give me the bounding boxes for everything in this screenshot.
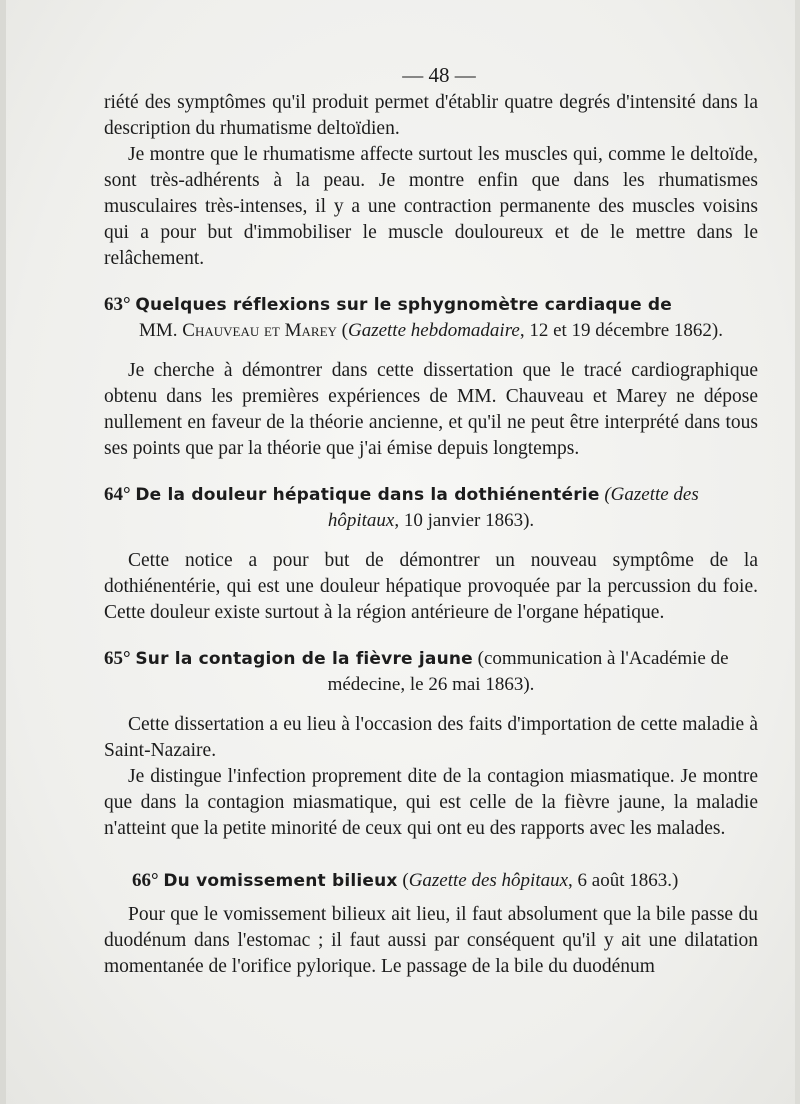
citation-part-b: médecine, le 26 mai 1863). <box>327 674 535 695</box>
page-content <box>104 62 758 980</box>
page-number: — 48 — <box>402 63 476 87</box>
intro-paragraph-1: riété des symptômes qu'il produit permet d'établir quatre degrés d'intensité dans la description du rhumatisme deltoïdien. <box>104 92 758 139</box>
entry-authors: MM. Chauveau et Marey <box>139 320 337 341</box>
entry-number: 64° <box>104 484 131 505</box>
entry-title: Quelques réflexions sur le sphygnomètre cardiaque de <box>135 295 673 315</box>
entry-title: Sur la contagion de la fièvre jaune <box>135 649 473 669</box>
entry-number: 63° <box>104 294 131 315</box>
journal-name-part-a: (Gazette des <box>604 484 699 505</box>
entry-65-body-1: Cette dissertation a eu lieu à l'occasion des faits d'importation de cette maladie à Saint-Nazaire. <box>104 714 758 761</box>
entry-title: De la douleur hépatique dans la dothiénentérie <box>135 485 600 505</box>
entry-65-body-2: Je distingue l'infection proprement dite de la contagion miasmatique. Je montre que dans la contagion miasmatique, qui est celle de la fièvre jaune, la maladie n'atteint que la petite minorité de ceux qui ont eu des rapports avec les malades. <box>104 766 758 839</box>
citation-date: , 10 janvier 1863). <box>394 510 535 531</box>
page-edge-right <box>795 0 800 1104</box>
citation-part-a: (communication à l'Académie de <box>477 648 729 669</box>
entry-number: 65° <box>104 648 131 669</box>
page-edge-left <box>0 0 6 1104</box>
intro-paragraph-2: Je montre que le rhumatisme affecte surtout les muscles qui, comme le deltoïde, sont très-adhérents à la peau. Je montre enfin que dans les rhumatismes musculaires très-intenses, il y a une contraction permanente des muscles voisins qui a pour but d'immobiliser le muscle douloureux et de le mettre dans le relâchement. <box>104 144 758 269</box>
journal-name-part-b: hôpitaux <box>327 510 395 531</box>
journal-name: Gazette hebdomadaire <box>347 320 520 341</box>
entry-63-heading <box>104 292 758 344</box>
entry-65-heading <box>104 646 758 698</box>
citation-date: , 6 août 1863.) <box>568 870 679 891</box>
entry-64-body: Cette notice a pour but de démontrer un nouveau symptôme de la dothiénentérie, qui est une douleur hépatique provoquée par la percussion du foie. Cette douleur existe surtout à la région antérieure de l'organe hépatique. <box>104 550 758 623</box>
entry-64-heading <box>104 482 758 534</box>
entry-66-heading: 66° Du vomissement bilieux (Gazette des hôpitaux, 6 août 1863.) <box>132 870 679 891</box>
journal-name: Gazette des hôpitaux <box>408 870 569 891</box>
entry-citation: MM. Chauveau et Marey (Gazette hebdomadaire, 12 et 19 décembre 1862). <box>139 320 723 341</box>
entry-number: 66° <box>132 870 159 891</box>
citation-date: , 12 et 19 décembre 1862). <box>519 320 723 341</box>
entry-63-body: Je cherche à démontrer dans cette dissertation que le tracé cardiographique obtenu dans les premières expériences de MM. Chauveau et Marey ne dépose nullement en faveur de la théorie ancienne, et qu'il ne peut être interprété dans tous ses points que par la théorie que j'ai émise depuis longtemps. <box>104 360 758 459</box>
entry-title: Du vomissement bilieux <box>163 871 398 891</box>
entry-66-body: Pour que le vomissement bilieux ait lieu, il faut absolument que la bile passe du duodénum dans l'estomac ; il faut aussi par conséquent qu'il y ait une dilatation momentanée de l'orifice pylorique. Le passage de la bile du duodénum <box>104 904 758 977</box>
entry-citation <box>104 508 758 534</box>
